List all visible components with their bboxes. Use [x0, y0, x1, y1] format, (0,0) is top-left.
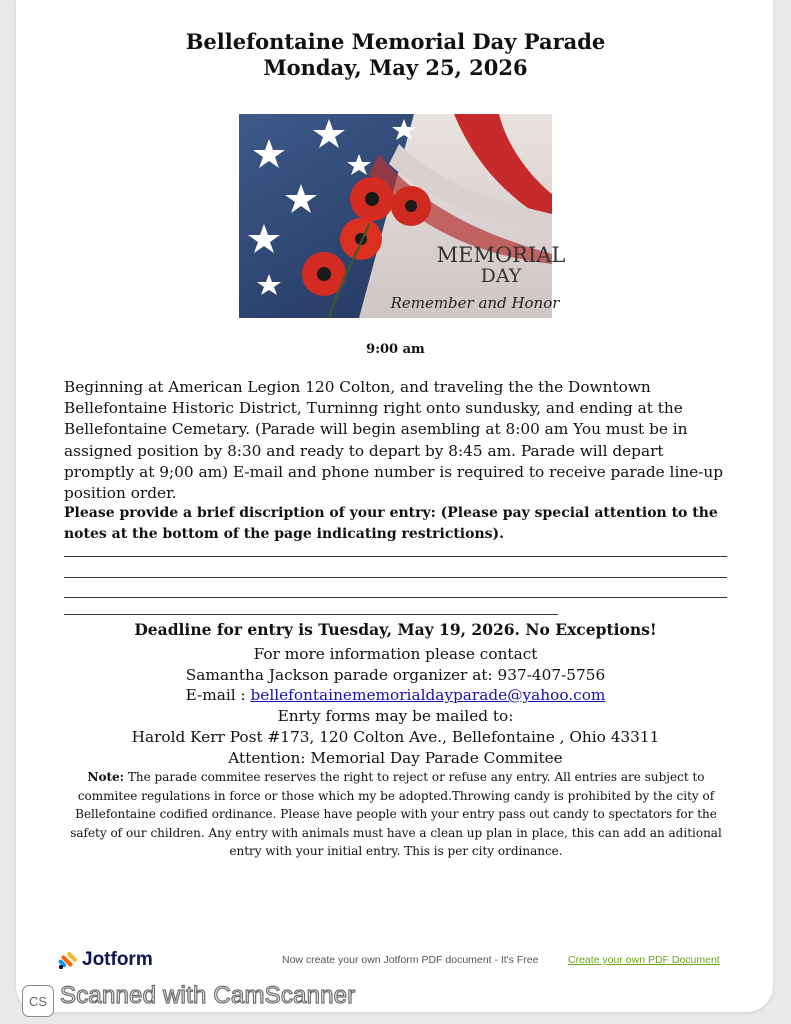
route-description: Beginning at American Legion 120 Colton, and traveling the the Downtown Bellefontaine Historic District, Turninng right onto sundusky, and ending at the Bellefontaine Cemetary. (Parade will begin asembling at 8:00 am You must be in assigned position by 8:30 and ready to depart by 8:45 am. Parade will depart promptly at 9;00 am) E-mail and phone number is required to receive parade line-up position order.: [64, 378, 724, 503]
restrictions-note: [70, 768, 722, 861]
entry-line-2[interactable]: [64, 577, 727, 578]
entry-deadline: Deadline for entry is Tuesday, May 19, 2026. No Exceptions!: [134, 620, 657, 639]
note-label: Note:: [87, 770, 125, 784]
entry-line-1[interactable]: [64, 556, 727, 557]
mailing-address: Harold Kerr Post #173, 120 Colton Ave., Bellefontaine , Ohio 43311: [131, 728, 660, 746]
entry-line-4[interactable]: [64, 614, 558, 615]
email-label: E-mail :: [185, 686, 251, 704]
more-info-text: For more information please contact: [253, 645, 538, 663]
entry-description-prompt: Please provide a brief discription of your entry: (Please pay special attention to the notes at the bottom of the page indicating restrictions).: [64, 505, 718, 542]
camscanner-badge-icon: CS: [22, 985, 54, 1017]
jotform-icon: [58, 950, 78, 970]
email-link[interactable]: bellefontainememorialdayparade@yahoo.com: [250, 686, 606, 704]
camscanner-watermark: Scanned with CamScanner: [60, 982, 356, 1009]
organizer-contact: Samantha Jackson parade organizer at: 937-407-5756: [185, 666, 606, 684]
event-time: 9:00 am: [366, 342, 425, 357]
jotform-promo-text: Now create your own Jotform PDF document - It's Free: [282, 954, 539, 966]
entry-line-3[interactable]: [64, 597, 727, 598]
jotform-brand: Jotform: [82, 949, 153, 970]
banner-illustration: [239, 114, 566, 318]
event-date: Monday, May 25, 2026: [263, 55, 528, 80]
note-text: The parade commitee reserves the right to reject or refuse any entry. All entries are subject to commitee regulations in force or those which my be adopted.Throwing candy is prohibited by the city of Bellefontaine codified ordinance. Please have people with your entry pass out candy to spectators for the safety of our children. Any entry with animals must have a clean up plan in place, this can add an aditional entry with your initial entry. This is per city ordinance.: [70, 770, 722, 858]
banner-tagline: Remember and Honor: [390, 294, 560, 312]
mail-intro: Enrty forms may be mailed to:: [277, 707, 514, 725]
memorial-day-banner-image: [239, 114, 566, 318]
jotform-logo[interactable]: [58, 948, 153, 972]
banner-heading-memorial: MEMORIAL: [436, 243, 566, 267]
page-title: Bellefontaine Memorial Day Parade: [185, 29, 606, 54]
create-pdf-link[interactable]: Create your own PDF Document: [568, 954, 720, 966]
banner-heading-day: DAY: [480, 265, 522, 287]
email-line: [0, 685, 791, 706]
attention-line: Attention: Memorial Day Parade Commitee: [228, 749, 563, 767]
